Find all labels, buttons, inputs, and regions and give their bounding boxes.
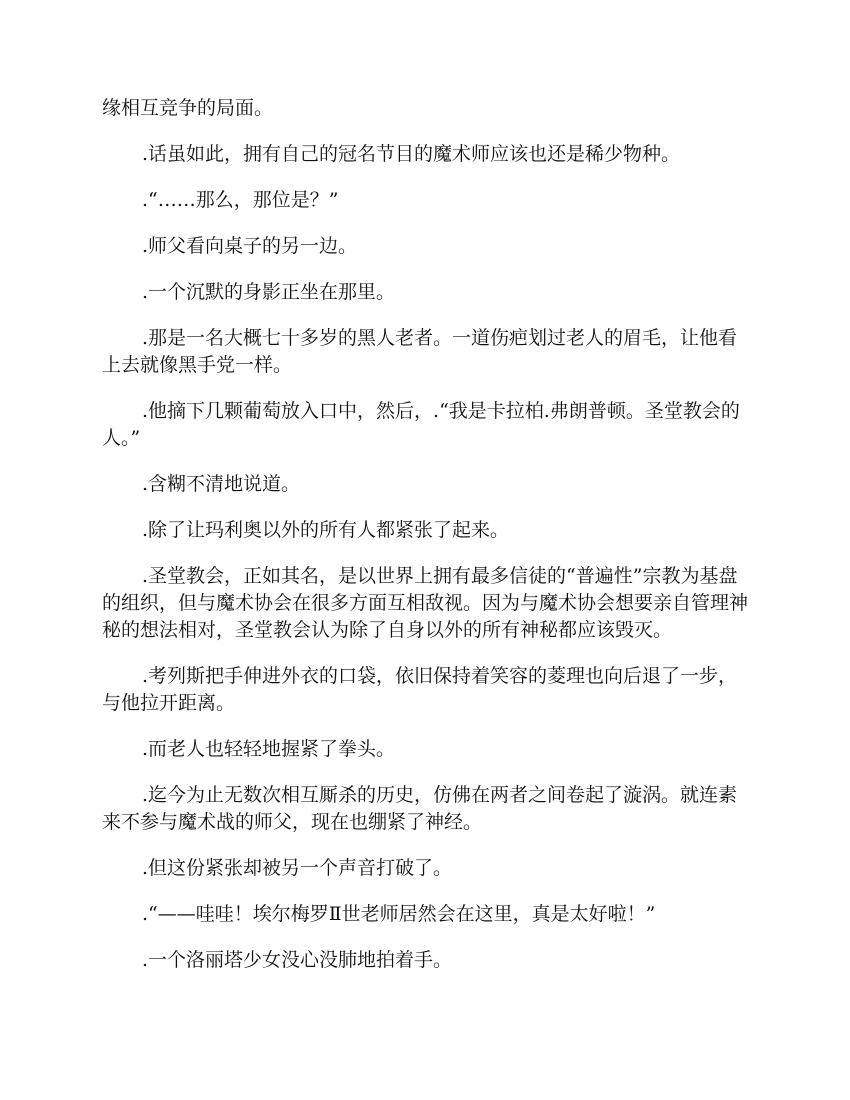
paragraph: .一个沉默的身影正坐在那里。	[142, 281, 396, 303]
paragraph: .那是一名大概七十多岁的黑人老者。一道伤疤划过老人的眉毛，让他看上去就像黑手党一样。	[102, 327, 738, 376]
paragraph: .迄今为止无数次相互厮杀的历史，仿佛在两者之间卷起了漩涡。就连素来不参与魔术战的师父，现在也绷紧了神经。	[102, 784, 738, 833]
paragraph: .“……那么，那位是？”	[142, 189, 339, 211]
paragraph: .师父看向桌子的另一边。	[142, 235, 358, 257]
paragraph: .除了让玛利奥以外的所有人都紧张了起来。	[142, 519, 510, 541]
paragraph: .“——哇哇！埃尔梅罗Ⅱ世老师居然会在这里，真是太好啦！”	[142, 903, 656, 925]
paragraph: .含糊不清地说道。	[142, 473, 301, 495]
paragraph: .但这份紧张却被另一个声音打破了。	[142, 857, 453, 879]
paragraph: 缘相互竞争的局面。	[102, 97, 274, 119]
paragraph: .圣堂教会，正如其名，是以世界上拥有最多信徒的“普遍性”宗教为基盘的组织，但与魔术协会在很多方面互相敌视。因为与魔术协会想要亲自管理神秘的想法相对，圣堂教会认为除了自身以外的所有神秘都应该毁灭。	[102, 565, 749, 641]
paragraph: .一个洛丽塔少女没心没肺地拍着手。	[142, 949, 453, 971]
paragraph: .而老人也轻轻地握紧了拳头。	[142, 738, 396, 760]
paragraph: .他摘下几颗葡萄放入口中，然后，.“我是卡拉柏.弗朗普顿。圣堂教会的人。”	[102, 400, 740, 449]
body-text	[102, 95, 748, 993]
paragraph: .话虽如此，拥有自己的冠名节目的魔术师应该也还是稀少物种。	[142, 143, 681, 165]
paragraph: .考列斯把手伸进外衣的口袋，依旧保持着笑容的菱理也向后退了一步，与他拉开距离。	[102, 665, 738, 714]
